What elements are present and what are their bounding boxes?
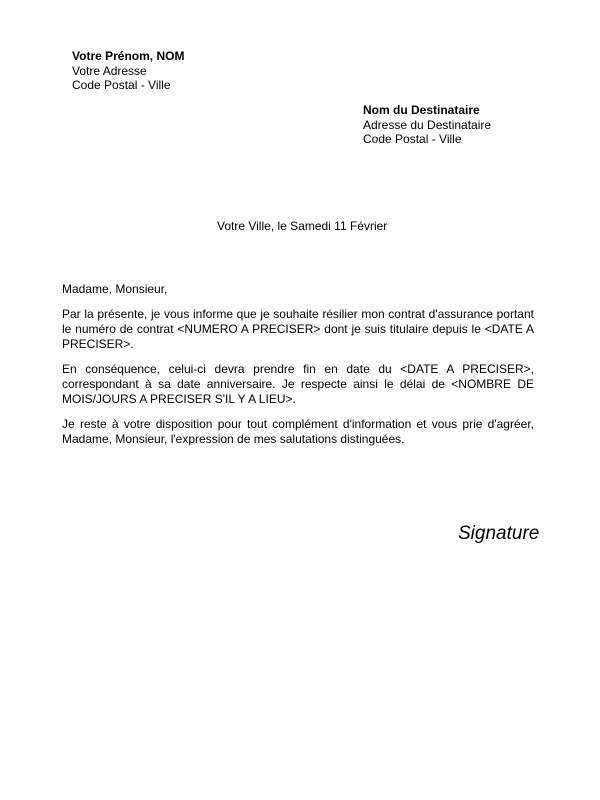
- signature-label: Signature: [458, 523, 540, 544]
- date-line: Votre Ville, le Samedi 11 Février: [217, 219, 388, 233]
- paragraph-end-date: En conséquence, celui-ci devra prendre fin en date du <DATE A PRECISER>, correspondant à sa date anniversaire. Je respecte ainsi le délai de <NOMBRE DE MOIS/JOURS A PRECISER S'IL Y A LIEU>.: [62, 362, 534, 406]
- recipient-address: Adresse du Destinataire: [363, 117, 492, 132]
- recipient-block: [363, 103, 491, 147]
- sender-city: Code Postal - Ville: [72, 78, 171, 92]
- sender-name: Votre Prénom, NOM: [72, 49, 185, 63]
- sender-address: Votre Adresse: [72, 63, 147, 78]
- letter-body: [62, 282, 534, 447]
- recipient-city: Code Postal - Ville: [363, 132, 462, 146]
- sender-block: [72, 49, 184, 93]
- paragraph-closing: Je reste à votre disposition pour tout complément d'information et vous prie d'agréer, Madame, Monsieur, l'expression de mes salutations distinguées.: [62, 417, 534, 446]
- recipient-name: Nom du Destinataire: [363, 103, 480, 117]
- paragraph-contract-cancellation: Par la présente, je vous informe que je souhaite résilier mon contrat d'assurance portant le numéro de contrat <NUMERO A PRECISER> dont je suis titulaire depuis le <DATE A PRECISER>.: [62, 307, 534, 351]
- salutation: Madame, Monsieur,: [62, 282, 168, 296]
